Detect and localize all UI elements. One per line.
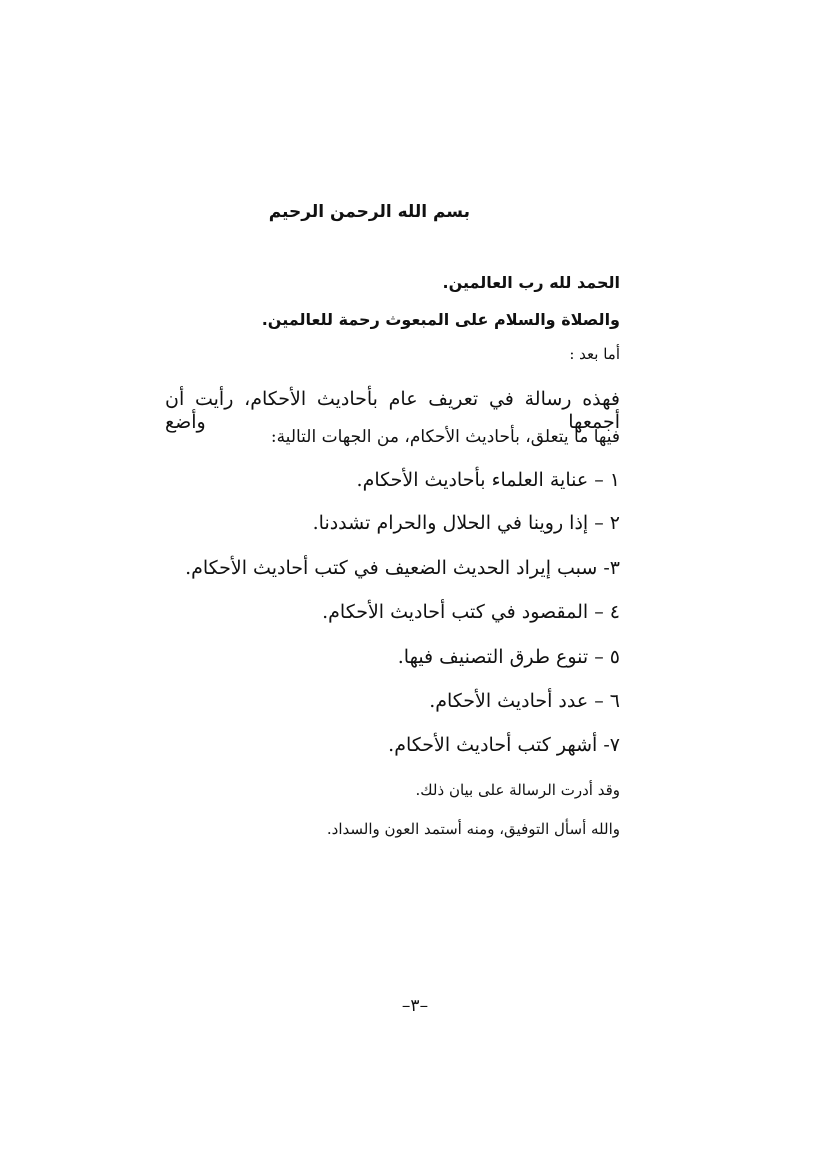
topic-item-1: ١ – عناية العلماء بأحاديث الأحكام. (356, 469, 620, 491)
topic-item-2: ٢ – إذا روينا في الحلال والحرام تشددنا. (312, 512, 620, 534)
salutation-line: والصلاة والسلام على المبعوث رحمة للعالمين. (261, 310, 620, 329)
closing-line-1: وقد أدرت الرسالة على بيان ذلك. (415, 781, 620, 799)
topic-item-5: ٥ – تنوع طرق التصنيف فيها. (397, 646, 620, 668)
basmala-heading: بسم الله الرحمن الرحيم (268, 202, 470, 222)
closing-line-2: والله أسأل التوفيق، ومنه أستمد العون والسداد. (326, 820, 620, 838)
topic-item-7: ٧- أشهر كتب أحاديث الأحكام. (388, 734, 620, 756)
topic-item-3: ٣- سبب إيراد الحديث الضعيف في كتب أحاديث الأحكام. (185, 557, 620, 579)
intro-line-2: فيها ما يتعلق، بأحاديث الأحكام، من الجهات التالية: (270, 427, 620, 447)
topic-item-4: ٤ – المقصود في كتب أحاديث الأحكام. (322, 601, 620, 623)
topic-item-6: ٦ – عدد أحاديث الأحكام. (429, 690, 620, 712)
praise-line: الحمد لله رب العالمين. (442, 273, 620, 292)
page-number: –٣– (401, 996, 429, 1016)
intro-line-1: فهذه رسالة في تعريف عام بأحاديث الأحكام، رأيت أن أجمعها وأضع (165, 388, 620, 433)
amma-baad-line: أما بعد : (569, 345, 620, 363)
